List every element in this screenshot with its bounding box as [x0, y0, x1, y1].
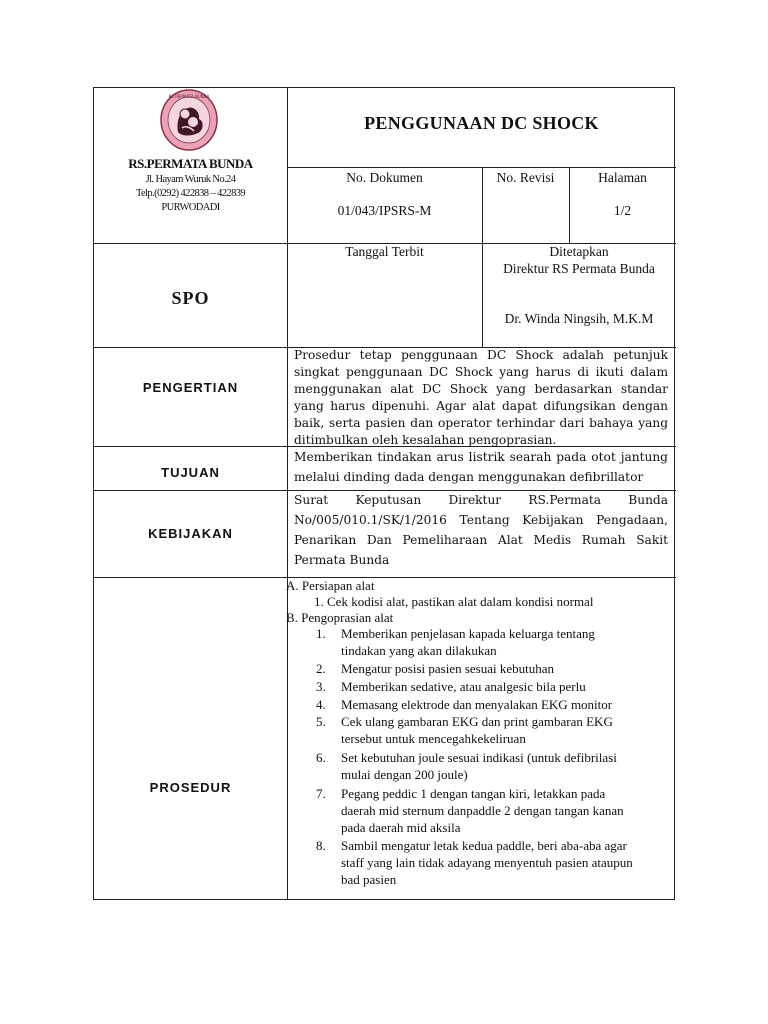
prosedur-b-item-1-cont: tindakan yang akan dilakukan [341, 643, 497, 658]
spo-label: SPO [171, 288, 210, 308]
prosedur-b-num-2: 2. [316, 661, 326, 676]
prosedur-b-num-3: 3. [316, 679, 326, 694]
kebijakan-bottom-divider [94, 577, 676, 578]
prosedur-b-item-1: Memberikan penjelasan kapada keluarga tentang [341, 626, 595, 641]
prosedur-a-item-1: 1. Cek kodisi alat, pastikan alat dalam kondisi normal [314, 594, 594, 609]
direktur-label: Direktur RS Permata Bunda [503, 261, 655, 276]
kebijakan-text: Surat Keputusan Direktur RS.Permata Bunda No/005/010.1/SK/1/2016 Tentang Kebijakan Pengadaan, Penarikan Dan Pemeliharaan Alat Medis Rumah Sakit Permata Bunda [294, 493, 668, 567]
prosedur-b-item-5-cont: tersebut untuk mencegahkekeliruan [341, 731, 526, 746]
prosedur-b-num-4: 4. [316, 697, 326, 712]
prosedur-b-item-8-cont-1: staff yang lain tidak adayang menyentuh pasien ataupun [341, 855, 633, 870]
prosedur-b-item-7-cont-1: daerah mid sternum danpaddle 2 dengan tangan kanan [341, 803, 624, 818]
ditetapkan-label: Ditetapkan [549, 244, 609, 259]
kebijakan-label: KEBIJAKAN [148, 526, 233, 541]
prosedur-b-item-4: Memasang elektrode dan menyalakan EKG monitor [341, 697, 613, 712]
signer-name: Dr. Winda Ningsih, M.K.M [504, 311, 654, 326]
prosedur-b-item-7: Pegang peddic 1 dengan tangan kiri, letakkan pada [341, 786, 606, 801]
document-title: PENGGUNAAN DC SHOCK [364, 113, 599, 133]
prosedur-b-item-8-cont-2: bad pasien [341, 872, 397, 887]
tujuan-text: Memberikan tindakan arus listrik searah pada otot jantung melalui dinding dada dengan menggunakan defibrillator [294, 450, 668, 484]
tanggal-terbit-label: Tanggal Terbit [345, 244, 424, 259]
halaman-value: 1/2 [613, 203, 632, 218]
hospital-name: RS.PERMATA BUNDA [128, 156, 253, 171]
hospital-city: PURWODADI [161, 202, 220, 213]
prosedur-b-num-1: 1. [316, 626, 326, 641]
prosedur-b-num-8: 8. [316, 838, 326, 853]
prosedur-b-item-7-cont-2: pada daerah mid aksila [341, 820, 461, 835]
pengertian-label: PENGERTIAN [142, 380, 239, 395]
prosedur-label: PROSEDUR [149, 780, 232, 795]
pengertian-text: Prosedur tetap penggunaan DC Shock adalah petunjuk singkat penggunaan DC Shock yang harus di ikuti dalam menggunakan alat DC Shock yang berdasarkan standar yang harus dipenuhi. Agar alat dapat difungsikan dengan baik, serta pasien dan operator terhindar dari bahaya yang ditimbulkan oleh kesalahan pengoprasian. [294, 348, 668, 447]
no-revisi-label: No. Revisi [496, 170, 555, 185]
prosedur-b-item-6-cont: mulai dengan 200 joule) [341, 767, 468, 782]
spo-document [93, 87, 675, 900]
prosedur-heading-a: A. Persiapan alat [286, 578, 375, 593]
prosedur-b-item-5: Cek ulang gambaran EKG dan print gambaran EKG [341, 714, 613, 729]
svg-text:RS PERMATA BUNDA: RS PERMATA BUNDA [168, 94, 210, 99]
prosedur-b-num-6: 6. [316, 750, 326, 765]
prosedur-heading-b: B. Pengoprasian alat [286, 610, 394, 625]
prosedur-b-num-5: 5. [316, 714, 326, 729]
hospital-address: Jl. Hayam Wuruk No.24 [145, 174, 236, 185]
tujuan-label: TUJUAN [161, 465, 220, 480]
prosedur-b-item-3: Memberikan sedative, atau analgesic bila perlu [341, 679, 586, 694]
no-dokumen-value: 01/043/IPSRS-M [337, 203, 432, 218]
prosedur-b-num-7: 7. [316, 786, 326, 801]
prosedur-b-item-8: Sambil mengatur letak kedua paddle, beri aba-aba agar [341, 838, 627, 853]
prosedur-b-item-6: Set kebutuhan joule sesuai indikasi (untuk defibrilasi [341, 750, 617, 765]
hospital-logo [158, 88, 220, 157]
halaman-label: Halaman [598, 170, 647, 185]
prosedur-b-item-2: Mengatur posisi pasien sesuai kebutuhan [341, 661, 555, 676]
hospital-phone: Telp.(0292) 422838 – 422839 [135, 188, 246, 199]
no-dokumen-label: No. Dokumen [346, 170, 423, 185]
